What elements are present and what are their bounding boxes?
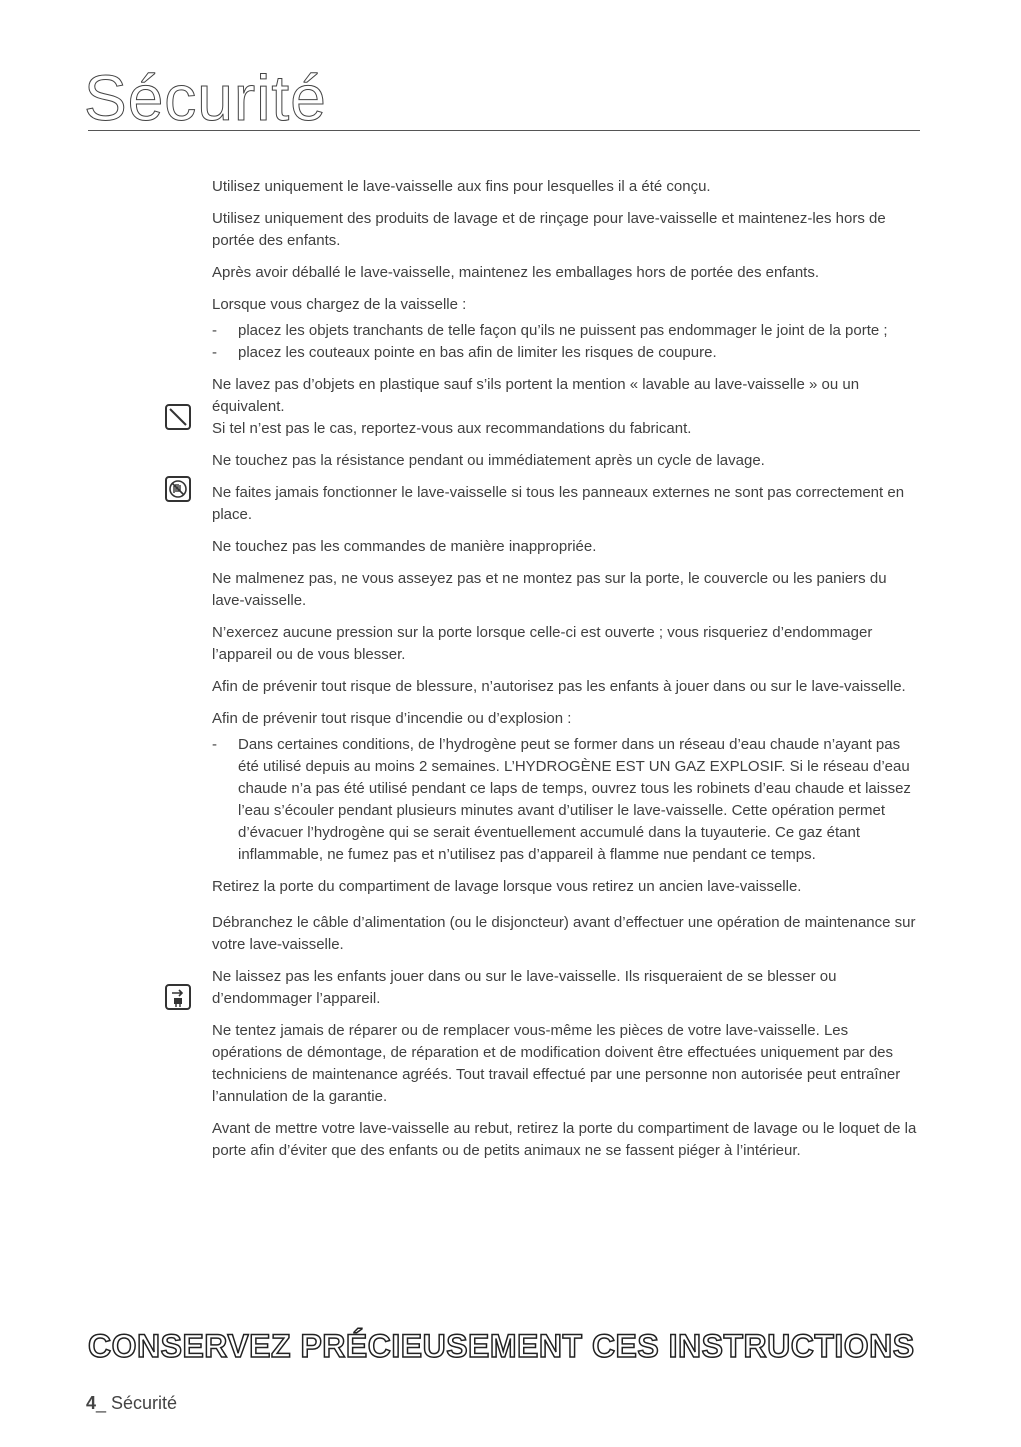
paragraph: Si tel n’est pas le cas, reportez-vous aux recommandations du fabricant. [212,420,692,437]
paragraph: Ne lavez pas d’objets en plastique sauf s’ils portent la mention « lavable au lave-vaisselle » ou un équivalent. [212,376,860,415]
keep-instructions-heading: CONSERVEZ PRÉCIEUSEMENT CES INSTRUCTIONS [88,1328,915,1364]
paragraph: Afin de prévenir tout risque de blessure, n’autorisez pas les enfants à jouer dans ou sur le lave-vaisselle. [212,678,906,695]
paragraph: Lorsque vous chargez de la vaisselle : [212,296,467,313]
page-section: _ Sécurité [96,1393,178,1413]
paragraph: N’exercez aucune pression sur la porte lorsque celle-ci est ouverte ; vous risqueriez d’endommager l’appareil ou de vous blesser. [212,624,873,663]
paragraph: Ne tentez jamais de réparer ou de remplacer vous-même les pièces de votre lave-vaisselle. Les opérations de démontage, de réparation et de modification doivent être effectuées uniquement par des techniciens de maintenance agréés. Tout travail effectué par une personne non autorisée peut entraîner l’annulation de la garantie. [212,1022,901,1105]
list-item: - placez les objets tranchants de telle façon qu’ils ne puissent pas endommager le joint de la porte ; [212,322,888,339]
page-footer [86,1393,177,1414]
page-title: Sécurité [84,62,327,134]
page-number: 4 [86,1393,97,1413]
paragraph: Retirez la porte du compartiment de lavage lorsque vous retirez un ancien lave-vaisselle. [212,878,802,895]
paragraph: Après avoir déballé le lave-vaisselle, maintenez les emballages hors de portée des enfants. [212,264,820,281]
title-divider [88,130,920,131]
list-item: - placez les couteaux pointe en bas afin de limiter les risques de coupure. [212,344,717,361]
paragraph: Utilisez uniquement des produits de lavage et de rinçage pour lave-vaisselle et maintenez-les hors de portée des enfants. [212,210,886,249]
paragraph: Ne laissez pas les enfants jouer dans ou sur le lave-vaisselle. Ils risqueraient de se blesser ou d’endommager l’appareil. [212,968,837,1007]
do-not-touch-icon [164,475,192,503]
explosion-bullet-list [212,734,922,866]
paragraph: Avant de mettre votre lave-vaisselle au rebut, retirez la porte du compartiment de lavage ou le loquet de la porte afin d’éviter que des enfants ou de petits animaux ne se fassent piéger à l’intérieur. [212,1120,917,1159]
paragraph: Afin de prévenir tout risque d’incendie ou d’explosion : [212,710,572,727]
paragraph: Ne touchez pas la résistance pendant ou immédiatement après un cycle de lavage. [212,452,765,469]
list-item: - Dans certaines conditions, de l’hydrogène peut se former dans un réseau d’eau chaude n’ayant pas été utilisé depuis au moins 2 semaines. L’HYDROGÈNE EST UN GAZ EXPLOSIF. Si le réseau d’eau chaude n’a pas été utilisé pendant ce laps de temps, ouvrez tous les robinets d’eau chaude et laissez l’eau s’écouler pendant plusieurs minutes avant d’utiliser le lave-vaisselle. Cette opération permet d’évacuer l’hydrogène qui se serait éventuellement accumulé dans la tuyauterie. Ce gaz étant inflammable, ne fumez pas et n’utilisez pas d’appareil à flamme nue pendant ce temps. [212,736,911,863]
paragraph: Utilisez uniquement le lave-vaisselle aux fins pour lesquelles il a été conçu. [212,178,711,195]
paragraph: Débranchez le câble d’alimentation (ou le disjoncteur) avant d’effectuer une opération de maintenance sur votre lave-vaisselle. [212,914,916,953]
paragraph: Ne faites jamais fonctionner le lave-vaisselle si tous les panneaux externes ne sont pas correctement en place. [212,484,905,523]
prohibited-icon [164,403,192,431]
safety-instructions [212,176,922,1172]
unplug-icon [164,983,192,1011]
paragraph: Ne touchez pas les commandes de manière inappropriée. [212,538,597,555]
paragraph: Ne malmenez pas, ne vous asseyez pas et ne montez pas sur la porte, le couvercle ou les paniers du lave-vaisselle. [212,570,887,609]
loading-bullet-list [212,320,922,364]
